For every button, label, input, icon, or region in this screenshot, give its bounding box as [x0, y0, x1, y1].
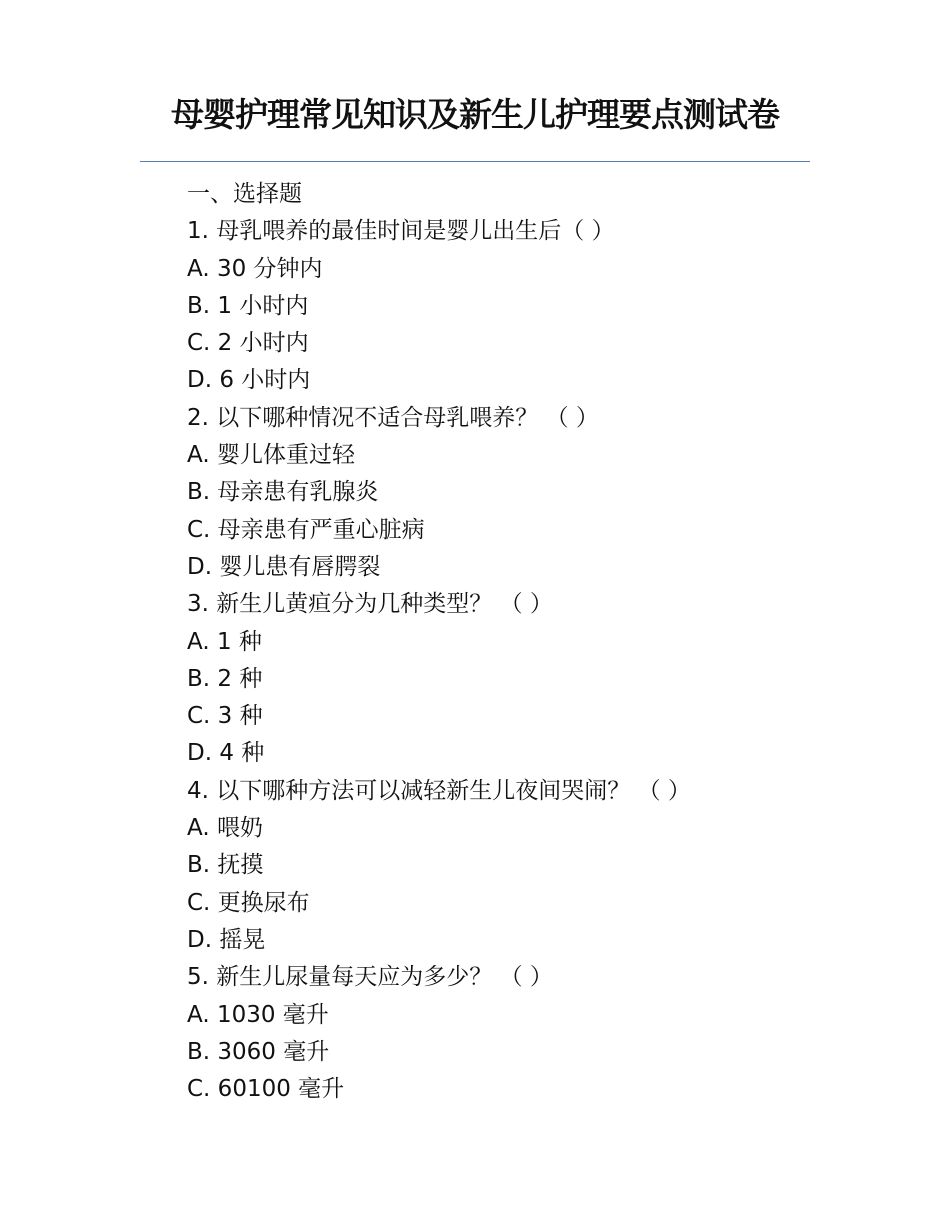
question-2-stem: 2. 以下哪种情况不适合母乳喂养？ （ ）	[187, 404, 599, 431]
question-3-option-c: C. 3 种	[187, 703, 263, 730]
question-2-option-a: A. 婴儿体重过轻	[187, 442, 355, 469]
question-2-option-b: B. 母亲患有乳腺炎	[187, 479, 379, 506]
page-title: 母婴护理常见知识及新生儿护理要点测试卷	[171, 95, 779, 134]
question-3-option-d: D. 4 种	[187, 740, 265, 767]
question-4-option-d: D. 摇晃	[187, 926, 266, 953]
question-1-option-d: D. 6 小时内	[187, 367, 311, 394]
question-5-stem: 5. 新生儿尿量每天应为多少？ （ ）	[187, 964, 553, 991]
question-4-option-a: A. 喂奶	[187, 815, 263, 842]
question-4-stem: 4. 以下哪种方法可以减轻新生儿夜间哭闹？ （ ）	[187, 777, 691, 804]
question-3-stem: 3. 新生儿黄疸分为几种类型？ （ ）	[187, 591, 553, 618]
question-1-option-a: A. 30 分钟内	[187, 255, 323, 282]
section-heading: 一、选择题	[187, 181, 302, 207]
question-2-option-c: C. 母亲患有严重心脏病	[187, 516, 425, 543]
question-3-option-a: A. 1 种	[187, 628, 262, 655]
question-4-option-b: B. 抚摸	[187, 852, 264, 879]
question-5-option-b: B. 3060 毫升	[187, 1038, 330, 1065]
question-list	[187, 176, 827, 1108]
question-5-option-a: A. 1030 毫升	[187, 1001, 329, 1028]
question-1-option-b: B. 1 小时内	[187, 292, 309, 319]
title-divider	[140, 161, 810, 162]
question-5-option-c: C. 60100 毫升	[187, 1076, 345, 1103]
question-2-option-d: D. 婴儿患有唇腭裂	[187, 553, 381, 580]
question-1-option-c: C. 2 小时内	[187, 330, 309, 357]
question-3-option-b: B. 2 种	[187, 665, 263, 692]
question-1-stem: 1. 母乳喂养的最佳时间是婴儿出生后（ ）	[187, 218, 615, 245]
question-4-option-c: C. 更换尿布	[187, 889, 310, 916]
